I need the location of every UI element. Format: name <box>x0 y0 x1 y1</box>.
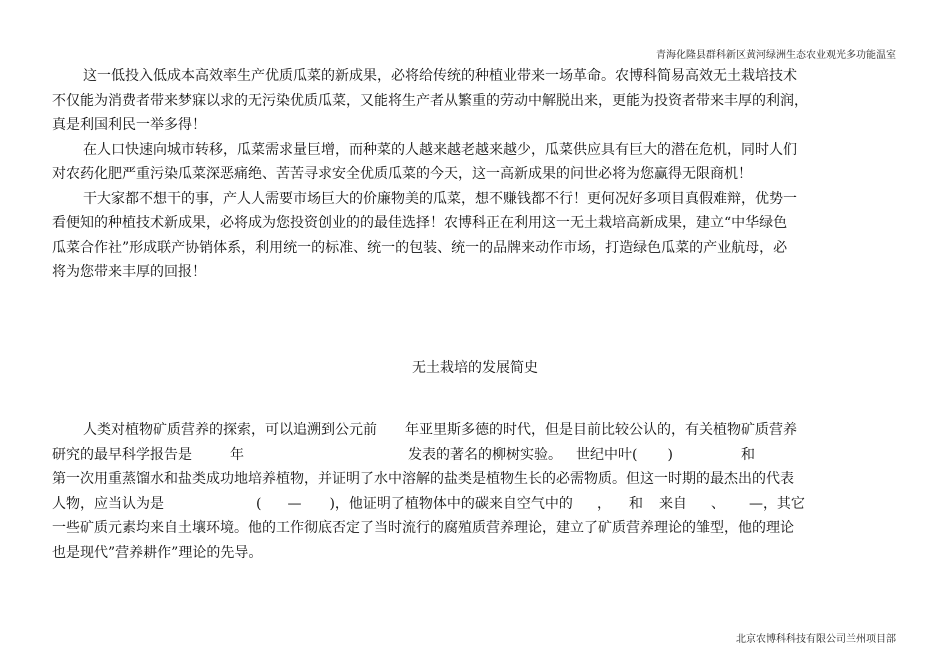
text-segment: ， <box>596 495 611 512</box>
text-line: 瓜菜合作社”形成联产协销体系，利用统一的标准、统一的包装、统一的品牌来动作市场，打造绿色瓜菜的产业航母，必 <box>52 239 788 256</box>
text-line: 看便知的种植技术新成果，必将成为您投资创业的的最佳选择！农博科正在利用这一无土栽培高新成果，建立“中华绿色 <box>52 215 788 231</box>
text-line <box>52 492 898 517</box>
section-title: 无土栽培的发展简史 <box>412 360 538 376</box>
text-line: 将为您带来丰厚的回报！ <box>52 264 206 280</box>
text-segment: 研究的最早科学报告是 <box>52 446 192 463</box>
text-segment: 和 <box>740 446 755 463</box>
text-line: 也是现代”营养耕作”理论的先导。 <box>52 544 263 561</box>
history-paragraph <box>52 418 898 565</box>
text-segment: 人类对植物矿质营养的探索，可以追溯到公元前 <box>83 422 377 438</box>
text-line: 不仅能为消费者带来梦寐以求的无污染优质瓜菜，又能将生产者从繁重的劳动中解脱出来，更能为投资者带来丰厚的利润， <box>52 92 808 109</box>
page-footer: 北京农博科科技有限公司兰州项目部 <box>736 634 896 645</box>
text-segment: ( <box>256 495 262 512</box>
text-line <box>52 443 898 468</box>
text-segment: 世纪中叶( <box>576 446 638 463</box>
text-segment: 年亚里斯多德的时代，但是目前比较公认的，有关植物矿质营养 <box>405 422 797 438</box>
text-segment: ) <box>667 446 673 463</box>
text-segment: 年 <box>230 446 244 463</box>
text-segment: )，他证明了植物体中的碳来自空气中的 <box>329 495 573 512</box>
text-line: 第一次用重蒸馏水和盐类成功地培养植物，并证明了水中溶解的盐类是植物生长的必需物质。但这一时期的最杰出的代表 <box>52 471 794 487</box>
text-segment: 人物，应当认为是 <box>52 495 164 512</box>
text-segment: 和 <box>628 495 643 512</box>
text-segment: — <box>287 495 302 512</box>
text-segment: —，其它 <box>748 495 805 512</box>
text-line: 这一低投入低成本高效率生产优质瓜菜的新成果，必将给传统的种植业带来一场革命。农博科简易高效无土栽培技术 <box>83 68 797 84</box>
text-line: 一些矿质元素均来自土壤环境。他的工作彻底否定了当时流行的腐殖质营养理论，建立了矿质营养理论的雏型，他的理论 <box>52 520 794 536</box>
text-segment: 来自 <box>658 495 687 512</box>
page-header: 青海化隆县群科新区黄河绿洲生态农业观光多功能温室 <box>656 50 896 61</box>
text-segment: 、 <box>710 495 725 512</box>
text-line: 干大家都不想干的事，产人人需要市场巨大的价廉物美的瓜菜，想不赚钱都不行！更何况好多项目真假难辩，优势一 <box>83 190 797 207</box>
text-segment: 发表的著名的柳树实验。 <box>408 446 562 463</box>
text-line <box>52 418 898 443</box>
text-line: 真是利国利民一举多得！ <box>52 117 206 133</box>
text-line: 对农药化肥严重污染瓜菜深恶痛绝、苦苦寻求安全优质瓜菜的今天，这一高新成果的问世必将为您赢得无限商机！ <box>52 166 752 182</box>
text-line: 在人口快速向城市转移，瓜菜需求量巨增，而种菜的人越来越老越来越少，瓜菜供应具有巨大的潜在危机，同时人们 <box>83 141 797 158</box>
intro-paragraphs <box>52 64 898 285</box>
